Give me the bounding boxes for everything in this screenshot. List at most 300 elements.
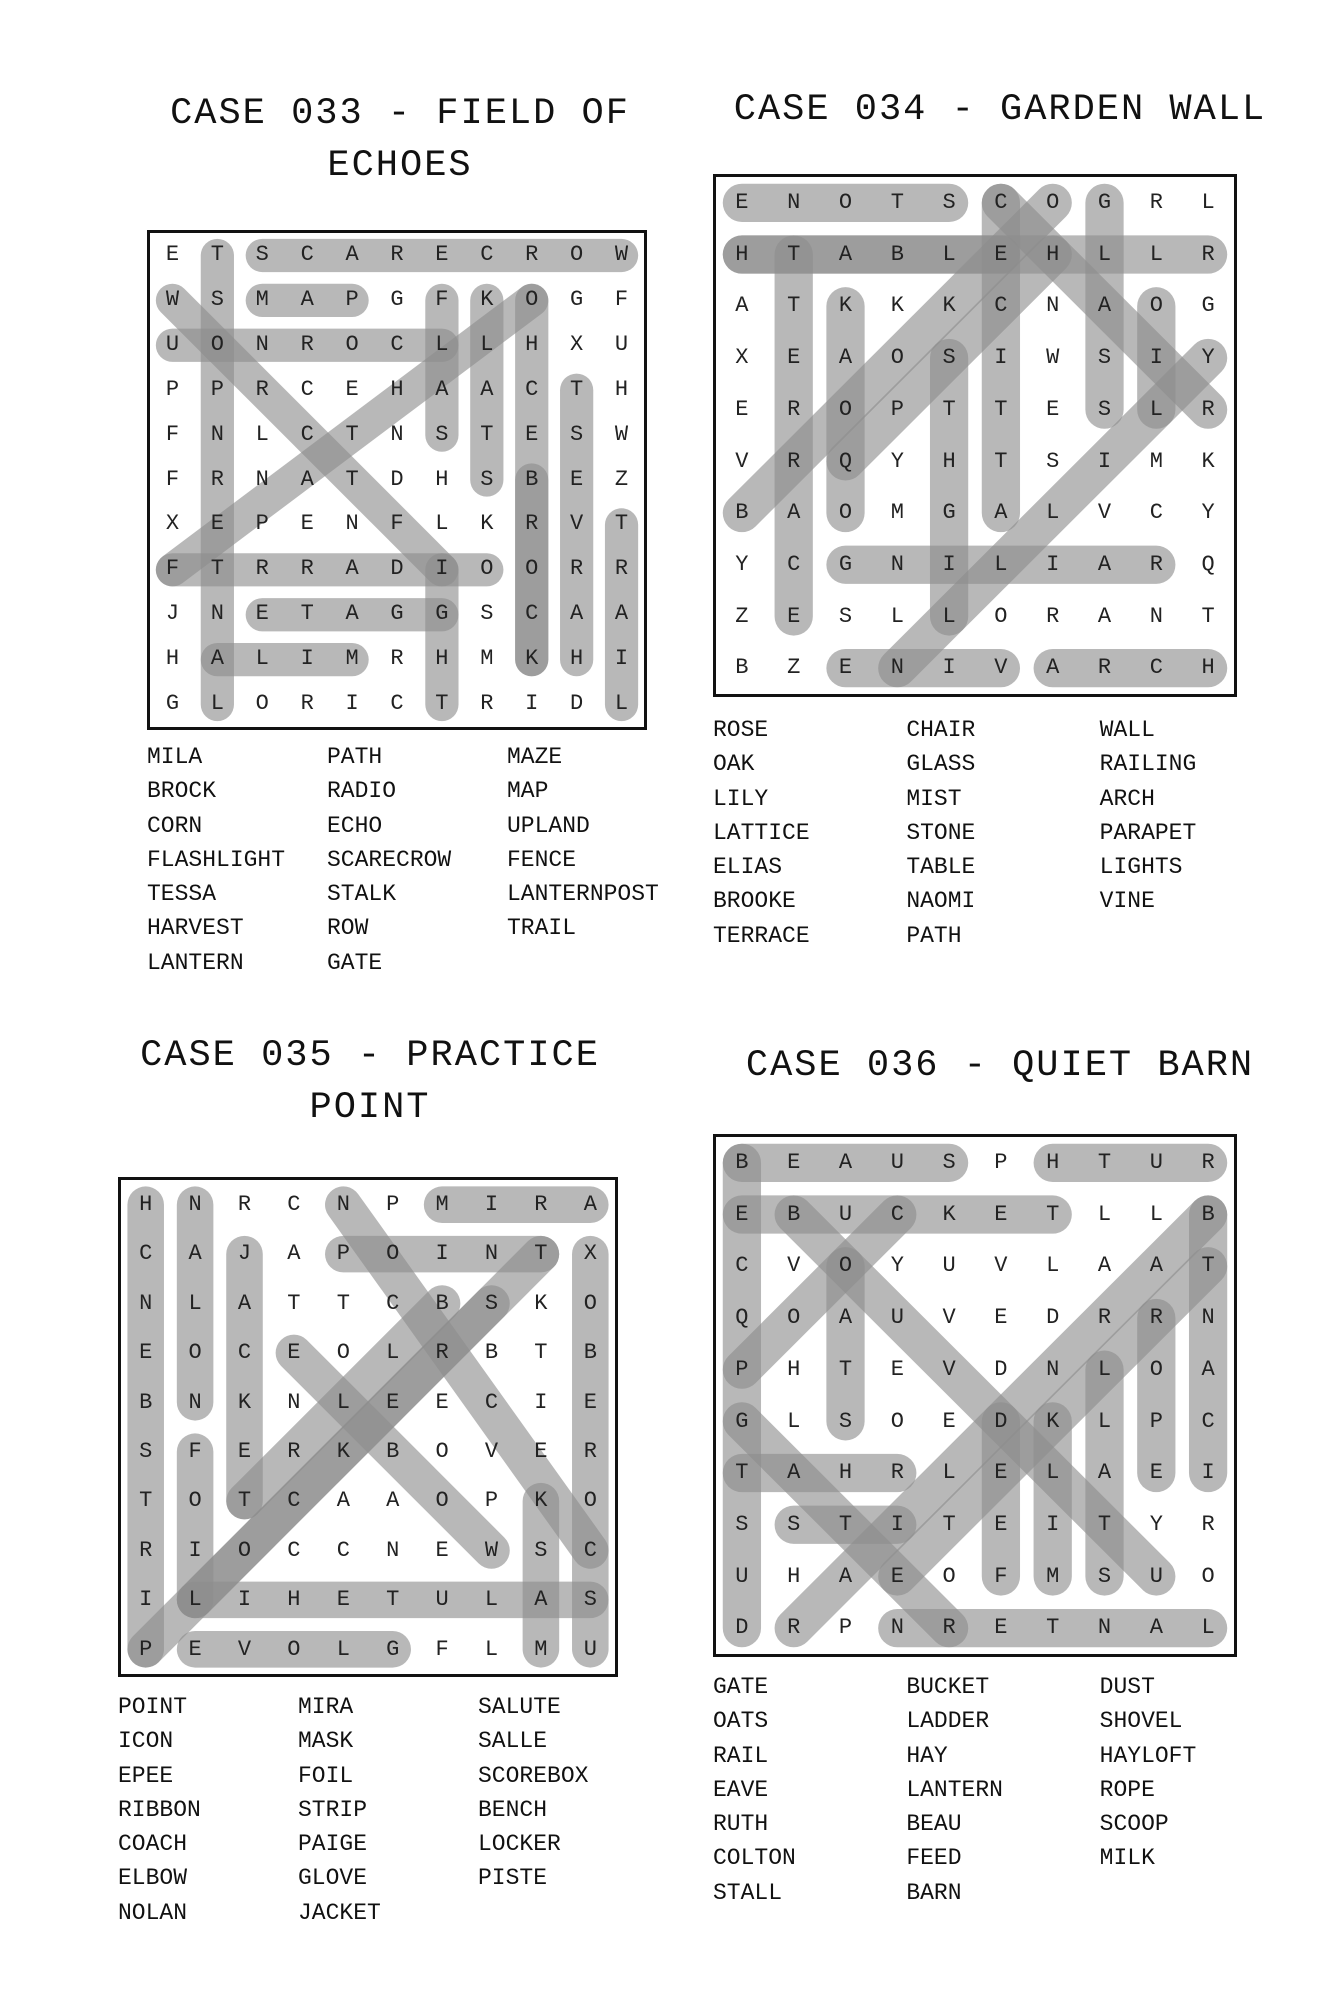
grid-letter[interactable]: K (480, 511, 494, 537)
grid-letter[interactable]: N (1201, 1305, 1215, 1331)
grid-letter[interactable]: N (188, 1389, 202, 1415)
grid-letter[interactable]: O (237, 1537, 252, 1563)
grid-letter[interactable]: O (287, 1636, 301, 1662)
grid-letter[interactable]: N (787, 190, 801, 215)
grid-letter[interactable]: I (942, 551, 956, 577)
grid-letter[interactable]: S (1097, 345, 1112, 371)
grid-letter[interactable]: V (237, 1636, 252, 1662)
grid-letter[interactable]: S (942, 190, 956, 215)
grid-letter[interactable]: F (994, 1563, 1008, 1589)
grid-letter[interactable]: L (480, 331, 494, 357)
grid-letter[interactable]: Q (1201, 551, 1215, 577)
grid-letter[interactable]: C (390, 331, 404, 357)
grid-letter[interactable]: E (210, 511, 224, 537)
grid-letter[interactable]: A (1046, 655, 1060, 681)
grid-letter[interactable]: F (165, 421, 180, 447)
grid-letter[interactable]: W (614, 242, 629, 267)
grid-letter[interactable]: S (735, 1511, 749, 1537)
grid-letter[interactable]: B (484, 1340, 499, 1366)
grid-letter[interactable]: D (1046, 1305, 1060, 1331)
grid-letter[interactable]: A (345, 242, 359, 267)
grid-letter[interactable]: K (336, 1439, 350, 1464)
grid-letter[interactable]: E (994, 1615, 1008, 1641)
grid-letter[interactable]: T (994, 396, 1008, 422)
grid-letter[interactable]: O (435, 1488, 449, 1514)
grid-letter[interactable]: D (994, 1356, 1008, 1382)
grid-letter[interactable]: R (787, 448, 801, 474)
grid-letter[interactable]: P (255, 511, 269, 537)
grid-letter[interactable]: G (435, 601, 449, 627)
grid-letter[interactable]: N (390, 421, 404, 447)
grid-letter[interactable]: I (139, 1587, 153, 1613)
grid-letter[interactable]: C (787, 551, 801, 577)
grid-letter[interactable]: A (787, 500, 801, 526)
grid-letter[interactable]: I (1097, 448, 1112, 474)
grid-letter[interactable]: B (435, 1290, 449, 1316)
grid-letter[interactable]: V (1097, 500, 1112, 526)
grid-letter[interactable]: G (165, 691, 180, 717)
grid-letter[interactable]: W (614, 421, 629, 447)
grid-letter[interactable]: F (188, 1439, 202, 1464)
grid-letter[interactable]: L (994, 551, 1008, 577)
grid-letter[interactable]: R (583, 1439, 597, 1464)
grid-letter[interactable]: J (165, 601, 180, 627)
grid-letter[interactable]: E (345, 376, 359, 402)
grid-letter[interactable]: Q (735, 1305, 749, 1331)
grid-letter[interactable]: R (525, 242, 539, 267)
grid-letter[interactable]: T (1201, 1253, 1215, 1279)
grid-letter[interactable]: R (1097, 1305, 1112, 1331)
grid-letter[interactable]: I (942, 655, 956, 681)
grid-letter[interactable]: A (838, 345, 853, 371)
grid-letter[interactable]: A (1201, 1356, 1215, 1382)
grid-letter[interactable]: A (1097, 603, 1112, 629)
grid-letter[interactable]: K (1046, 1408, 1060, 1434)
grid-letter[interactable]: H (838, 1460, 853, 1486)
grid-letter[interactable]: T (570, 376, 584, 402)
grid-letter[interactable]: R (787, 396, 801, 422)
grid-letter[interactable]: N (139, 1290, 153, 1316)
grid-letter[interactable]: R (287, 1439, 301, 1464)
grid-letter[interactable]: H (614, 376, 629, 402)
grid-letter[interactable]: S (484, 1290, 499, 1316)
grid-letter[interactable]: S (480, 601, 494, 627)
grid-letter[interactable]: I (484, 1192, 499, 1217)
grid-letter[interactable]: Z (787, 655, 801, 681)
grid-letter[interactable]: B (735, 500, 749, 526)
grid-letter[interactable]: A (345, 601, 359, 627)
grid-letter[interactable]: G (735, 1408, 749, 1434)
grid-letter[interactable]: L (484, 1636, 499, 1662)
grid-letter[interactable]: R (300, 331, 314, 357)
grid-letter[interactable]: B (787, 1201, 801, 1227)
grid-letter[interactable]: C (1149, 500, 1163, 526)
grid-letter[interactable]: O (838, 1253, 853, 1279)
grid-letter[interactable]: Y (890, 1253, 904, 1279)
grid-letter[interactable]: O (1046, 190, 1060, 215)
grid-letter[interactable]: I (435, 556, 449, 582)
grid-letter[interactable]: E (336, 1587, 350, 1613)
grid-letter[interactable]: C (484, 1389, 499, 1415)
grid-letter[interactable]: L (942, 1460, 956, 1486)
grid-letter[interactable]: L (1097, 1201, 1112, 1227)
grid-letter[interactable]: L (210, 691, 224, 717)
grid-letter[interactable]: A (336, 1488, 350, 1514)
grid-letter[interactable]: U (583, 1636, 597, 1662)
grid-letter[interactable]: A (838, 241, 853, 267)
grid-letter[interactable]: R (1149, 551, 1163, 577)
grid-letter[interactable]: R (942, 1615, 956, 1641)
grid-letter[interactable]: R (210, 466, 224, 492)
grid-letter[interactable]: E (787, 1150, 801, 1175)
grid-letter[interactable]: T (534, 1340, 548, 1366)
grid-letter[interactable]: M (890, 500, 904, 526)
grid-letter[interactable]: L (942, 603, 956, 629)
grid-letter[interactable]: I (534, 1389, 548, 1415)
grid-letter[interactable]: N (345, 511, 359, 537)
grid-letter[interactable]: G (942, 500, 956, 526)
grid-letter[interactable]: P (336, 1241, 350, 1267)
grid-letter[interactable]: A (1149, 1615, 1163, 1641)
grid-letter[interactable]: T (994, 448, 1008, 474)
grid-letter[interactable]: O (942, 1563, 956, 1589)
grid-letter[interactable]: U (942, 1253, 956, 1279)
grid-letter[interactable]: V (994, 1253, 1008, 1279)
grid-letter[interactable]: C (583, 1537, 597, 1563)
grid-letter[interactable]: V (570, 511, 584, 537)
grid-letter[interactable]: S (534, 1537, 548, 1563)
grid-letter[interactable]: C (287, 1192, 301, 1217)
grid-letter[interactable]: B (525, 466, 539, 492)
grid-letter[interactable]: T (345, 466, 359, 492)
grid-letter[interactable]: R (1149, 1305, 1163, 1331)
grid-letter[interactable]: A (1097, 1460, 1112, 1486)
grid-letter[interactable]: R (300, 556, 314, 582)
grid-letter[interactable]: G (390, 601, 404, 627)
grid-letter[interactable]: R (570, 556, 584, 582)
grid-letter[interactable]: O (994, 603, 1008, 629)
grid-letter[interactable]: E (570, 466, 584, 492)
grid-letter[interactable]: L (336, 1636, 350, 1662)
grid-letter[interactable]: L (255, 421, 269, 447)
grid-letter[interactable]: N (890, 655, 904, 681)
grid-letter[interactable]: H (165, 646, 180, 672)
grid-letter[interactable]: R (1201, 1150, 1215, 1175)
grid-letter[interactable]: A (583, 1192, 597, 1217)
grid-letter[interactable]: E (435, 242, 449, 267)
grid-letter[interactable]: L (1046, 500, 1060, 526)
grid-letter[interactable]: T (890, 190, 904, 215)
grid-letter[interactable]: G (390, 286, 404, 312)
grid-letter[interactable]: A (435, 376, 449, 402)
grid-letter[interactable]: C (735, 1253, 749, 1279)
grid-letter[interactable]: S (570, 421, 584, 447)
grid-letter[interactable]: S (838, 1408, 853, 1434)
grid-letter[interactable]: I (890, 1511, 904, 1537)
letter-grid[interactable] (118, 1177, 618, 1677)
grid-letter[interactable]: C (480, 242, 494, 267)
grid-letter[interactable]: Y (735, 551, 749, 577)
grid-letter[interactable]: R (255, 556, 269, 582)
grid-letter[interactable]: U (165, 331, 180, 357)
letter-grid[interactable] (147, 230, 647, 730)
grid-letter[interactable]: C (994, 190, 1008, 215)
grid-letter[interactable]: E (583, 1389, 597, 1415)
grid-letter[interactable]: A (300, 286, 314, 312)
grid-letter[interactable]: M (345, 646, 359, 672)
grid-letter[interactable]: I (300, 646, 314, 672)
grid-letter[interactable]: S (1046, 448, 1060, 474)
grid-letter[interactable]: V (994, 655, 1008, 681)
grid-letter[interactable]: C (1149, 655, 1163, 681)
grid-letter[interactable]: U (1149, 1150, 1163, 1175)
grid-letter[interactable]: H (287, 1587, 301, 1613)
grid-letter[interactable]: F (390, 511, 404, 537)
grid-letter[interactable]: E (787, 603, 801, 629)
grid-letter[interactable]: P (1149, 1408, 1163, 1434)
grid-letter[interactable]: K (942, 293, 956, 319)
grid-letter[interactable]: P (484, 1488, 499, 1514)
grid-letter[interactable]: A (210, 646, 224, 672)
grid-letter[interactable]: T (300, 601, 314, 627)
grid-letter[interactable]: H (1201, 655, 1215, 681)
grid-letter[interactable]: L (890, 603, 904, 629)
grid-letter[interactable]: I (525, 691, 539, 717)
grid-letter[interactable]: E (237, 1439, 252, 1464)
grid-letter[interactable]: S (210, 286, 224, 312)
grid-letter[interactable]: T (1097, 1511, 1112, 1537)
grid-letter[interactable]: I (1046, 1511, 1060, 1537)
grid-letter[interactable]: R (255, 376, 269, 402)
grid-letter[interactable]: X (570, 331, 584, 357)
grid-letter[interactable]: Y (1149, 1511, 1163, 1537)
grid-letter[interactable]: L (1097, 241, 1112, 267)
grid-letter[interactable]: N (336, 1192, 350, 1217)
grid-letter[interactable]: H (1046, 1150, 1060, 1175)
grid-letter[interactable]: U (838, 1201, 853, 1227)
grid-letter[interactable]: N (210, 421, 224, 447)
grid-letter[interactable]: C (287, 1488, 301, 1514)
grid-letter[interactable]: L (435, 511, 449, 537)
grid-letter[interactable]: S (1097, 396, 1112, 422)
grid-letter[interactable]: P (210, 376, 224, 402)
grid-letter[interactable]: L (787, 1408, 801, 1434)
grid-letter[interactable]: S (1097, 1563, 1112, 1589)
grid-letter[interactable]: B (735, 655, 749, 681)
grid-letter[interactable]: L (1201, 1615, 1215, 1641)
grid-letter[interactable]: A (188, 1241, 202, 1267)
grid-letter[interactable]: R (1201, 1511, 1215, 1537)
grid-letter[interactable]: N (287, 1389, 301, 1415)
grid-letter[interactable]: S (480, 466, 494, 492)
grid-letter[interactable]: X (165, 511, 180, 537)
grid-letter[interactable]: I (435, 1241, 449, 1267)
grid-letter[interactable]: A (838, 1150, 853, 1175)
grid-letter[interactable]: T (210, 556, 224, 582)
grid-letter[interactable]: Z (735, 603, 749, 629)
grid-letter[interactable]: F (165, 466, 180, 492)
grid-letter[interactable]: E (994, 1201, 1008, 1227)
grid-letter[interactable]: C (237, 1340, 252, 1366)
grid-letter[interactable]: R (480, 691, 494, 717)
grid-letter[interactable]: E (735, 1201, 749, 1227)
grid-letter[interactable]: K (890, 293, 904, 319)
grid-letter[interactable]: W (1046, 345, 1060, 371)
grid-letter[interactable]: N (1097, 1615, 1112, 1641)
grid-letter[interactable]: F (435, 286, 449, 312)
grid-letter[interactable]: A (787, 1460, 801, 1486)
grid-letter[interactable]: V (942, 1356, 956, 1382)
grid-letter[interactable]: E (787, 345, 801, 371)
grid-letter[interactable]: E (165, 242, 180, 267)
grid-letter[interactable]: T (942, 396, 956, 422)
grid-letter[interactable]: L (1046, 1253, 1060, 1279)
grid-letter[interactable]: S (583, 1587, 597, 1613)
grid-letter[interactable]: O (336, 1340, 350, 1366)
grid-letter[interactable]: H (435, 646, 449, 672)
grid-letter[interactable]: O (255, 691, 269, 717)
grid-letter[interactable]: E (435, 1537, 449, 1563)
grid-letter[interactable]: R (534, 1192, 548, 1217)
grid-letter[interactable]: T (210, 242, 224, 267)
grid-letter[interactable]: T (942, 1511, 956, 1537)
grid-letter[interactable]: S (139, 1439, 153, 1464)
grid-letter[interactable]: T (336, 1290, 350, 1316)
grid-letter[interactable]: V (735, 448, 749, 474)
grid-letter[interactable]: T (1046, 1615, 1060, 1641)
grid-letter[interactable]: C (287, 1537, 301, 1563)
grid-letter[interactable]: N (255, 466, 269, 492)
grid-letter[interactable]: P (838, 1615, 853, 1641)
grid-letter[interactable]: O (210, 331, 224, 357)
grid-letter[interactable]: G (570, 286, 584, 312)
grid-letter[interactable]: E (838, 655, 853, 681)
grid-letter[interactable]: O (890, 345, 904, 371)
grid-letter[interactable]: P (165, 376, 180, 402)
grid-letter[interactable]: N (255, 331, 269, 357)
grid-letter[interactable]: P (345, 286, 359, 312)
grid-letter[interactable]: E (287, 1340, 301, 1366)
grid-letter[interactable]: K (525, 646, 539, 672)
grid-letter[interactable]: U (890, 1305, 904, 1331)
grid-letter[interactable]: T (614, 511, 629, 537)
grid-letter[interactable]: Y (890, 448, 904, 474)
grid-letter[interactable]: U (614, 331, 629, 357)
grid-letter[interactable]: H (787, 1356, 801, 1382)
grid-letter[interactable]: O (525, 286, 539, 312)
grid-letter[interactable]: Y (1201, 500, 1215, 526)
grid-letter[interactable]: A (345, 556, 359, 582)
grid-letter[interactable]: K (942, 1201, 956, 1227)
grid-letter[interactable]: T (787, 241, 801, 267)
grid-letter[interactable]: R (1149, 190, 1163, 215)
grid-letter[interactable]: L (1201, 190, 1215, 215)
grid-letter[interactable]: L (386, 1340, 400, 1366)
grid-letter[interactable]: R (525, 511, 539, 537)
grid-letter[interactable]: R (1201, 241, 1215, 267)
grid-letter[interactable]: R (1046, 603, 1060, 629)
grid-letter[interactable]: L (336, 1389, 350, 1415)
grid-letter[interactable]: D (390, 466, 404, 492)
grid-letter[interactable]: M (255, 286, 269, 312)
grid-letter[interactable]: E (300, 511, 314, 537)
grid-letter[interactable]: K (480, 286, 494, 312)
grid-letter[interactable]: P (994, 1150, 1008, 1175)
grid-letter[interactable]: K (237, 1389, 252, 1415)
grid-letter[interactable]: E (534, 1439, 548, 1464)
grid-letter[interactable]: H (570, 646, 584, 672)
grid-letter[interactable]: K (838, 293, 853, 319)
grid-letter[interactable]: M (480, 646, 494, 672)
grid-letter[interactable]: X (735, 345, 749, 371)
grid-letter[interactable]: I (237, 1587, 252, 1613)
grid-letter[interactable]: S (942, 345, 956, 371)
grid-letter[interactable]: N (890, 1615, 904, 1641)
grid-letter[interactable]: A (614, 601, 629, 627)
grid-letter[interactable]: L (1097, 1408, 1112, 1434)
grid-letter[interactable]: O (583, 1290, 597, 1316)
grid-letter[interactable]: E (890, 1563, 904, 1589)
grid-letter[interactable]: O (386, 1241, 400, 1267)
letter-grid[interactable] (713, 1134, 1237, 1657)
grid-letter[interactable]: O (525, 556, 539, 582)
grid-letter[interactable]: R (1201, 396, 1215, 422)
grid-letter[interactable]: M (1046, 1563, 1060, 1589)
grid-letter[interactable]: A (1097, 1253, 1112, 1279)
grid-letter[interactable]: T (287, 1290, 301, 1316)
grid-letter[interactable]: T (435, 691, 449, 717)
grid-letter[interactable]: S (838, 603, 853, 629)
grid-letter[interactable]: R (435, 1340, 449, 1366)
grid-letter[interactable]: H (735, 241, 749, 267)
grid-letter[interactable]: R (614, 556, 629, 582)
grid-letter[interactable]: H (435, 466, 449, 492)
grid-letter[interactable]: S (787, 1511, 801, 1537)
grid-letter[interactable]: H (1046, 241, 1060, 267)
grid-letter[interactable]: H (787, 1563, 801, 1589)
grid-letter[interactable]: T (345, 421, 359, 447)
grid-letter[interactable]: B (890, 241, 904, 267)
grid-letter[interactable]: F (435, 1636, 449, 1662)
grid-letter[interactable]: L (188, 1290, 202, 1316)
grid-letter[interactable]: C (525, 601, 539, 627)
grid-letter[interactable]: G (1201, 293, 1215, 319)
grid-letter[interactable]: T (139, 1488, 153, 1514)
grid-letter[interactable]: S (942, 1150, 956, 1175)
grid-letter[interactable]: Y (1201, 345, 1215, 371)
grid-letter[interactable]: C (300, 376, 314, 402)
grid-letter[interactable]: A (994, 500, 1008, 526)
grid-letter[interactable]: L (435, 331, 449, 357)
grid-letter[interactable]: X (583, 1241, 597, 1267)
grid-letter[interactable]: L (188, 1587, 202, 1613)
grid-letter[interactable]: P (386, 1192, 400, 1217)
grid-letter[interactable]: E (1149, 1460, 1163, 1486)
grid-letter[interactable]: O (838, 396, 853, 422)
grid-letter[interactable]: E (994, 241, 1008, 267)
grid-letter[interactable]: K (534, 1488, 548, 1514)
grid-letter[interactable]: F (165, 556, 180, 582)
grid-letter[interactable]: O (480, 556, 494, 582)
grid-letter[interactable]: D (570, 691, 584, 717)
grid-letter[interactable]: E (255, 601, 269, 627)
grid-letter[interactable]: A (838, 1305, 853, 1331)
grid-letter[interactable]: T (534, 1241, 548, 1267)
grid-letter[interactable]: L (942, 241, 956, 267)
grid-letter[interactable]: A (1149, 1253, 1163, 1279)
grid-letter[interactable]: R (139, 1537, 153, 1563)
grid-letter[interactable]: U (1149, 1563, 1163, 1589)
